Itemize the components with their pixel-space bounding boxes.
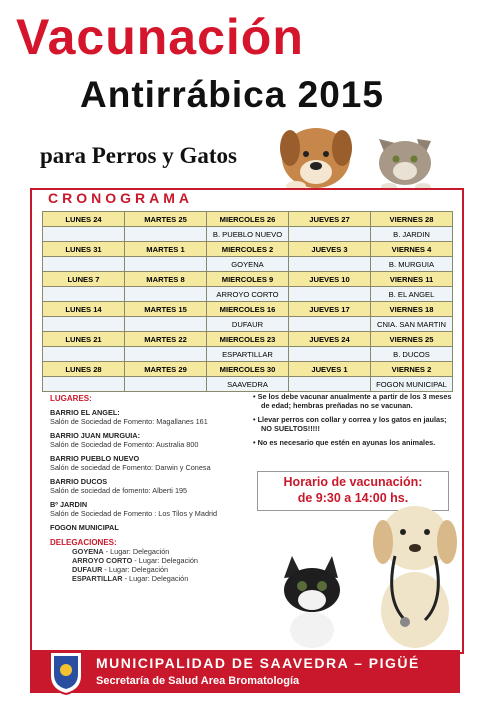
schedule-place-cell: ARROYO CORTO bbox=[207, 287, 289, 302]
schedule-place-row bbox=[43, 257, 453, 272]
schedule-place-cell: B. PUEBLO NUEVO bbox=[207, 227, 289, 242]
lugar-name: BARRIO DUCOS bbox=[50, 477, 108, 486]
lugar-name: FOGON MUNICIPAL bbox=[50, 523, 119, 532]
lugar-place: Salón de Sociedad de Fomento: Magallanes 161 bbox=[50, 417, 208, 426]
delegacion-name: DUFAUR bbox=[72, 565, 103, 574]
lugar-item bbox=[50, 431, 250, 449]
schedule-day-cell: MARTES 22 bbox=[125, 332, 207, 347]
municipal-shield-icon bbox=[46, 648, 86, 696]
lugar-place: Salón de sociedad de Fomento: Darwin y Conesa bbox=[50, 463, 211, 472]
schedule-day-row bbox=[43, 362, 453, 377]
delegacion-name: ARROYO CORTO bbox=[72, 556, 133, 565]
schedule-day-cell: JUEVES 10 bbox=[289, 272, 371, 287]
schedule-day-row bbox=[43, 212, 453, 227]
schedule-place-cell bbox=[289, 227, 371, 242]
schedule-day-row bbox=[43, 272, 453, 287]
lugar-item bbox=[50, 523, 250, 532]
schedule-place-cell bbox=[125, 287, 207, 302]
schedule-place-cell: B. MURGUIA bbox=[371, 257, 453, 272]
schedule-day-cell: MARTES 15 bbox=[125, 302, 207, 317]
schedule-place-cell: SAAVEDRA bbox=[207, 377, 289, 392]
schedule-place-cell bbox=[125, 347, 207, 362]
lugares-heading: LUGARES: bbox=[50, 394, 92, 403]
schedule-place-cell bbox=[289, 317, 371, 332]
schedule-day-cell: LUNES 24 bbox=[43, 212, 125, 227]
schedule-day-cell: JUEVES 3 bbox=[289, 242, 371, 257]
notes-section bbox=[253, 392, 458, 452]
delegaciones-heading: DELEGACIONES: bbox=[50, 538, 117, 547]
schedule-day-cell: MARTES 1 bbox=[125, 242, 207, 257]
schedule-day-cell: LUNES 21 bbox=[43, 332, 125, 347]
lugar-item bbox=[50, 477, 250, 495]
lugar-name: BARRIO EL ANGEL: bbox=[50, 408, 120, 417]
schedule-day-cell: MIERCOLES 26 bbox=[207, 212, 289, 227]
schedule-day-cell: JUEVES 1 bbox=[289, 362, 371, 377]
puppy-stethoscope-image bbox=[365, 500, 460, 650]
schedule-place-cell bbox=[289, 287, 371, 302]
schedule-day-row bbox=[43, 332, 453, 347]
lugar-place: Salón de Sociedad de Fomento: Australia 800 bbox=[50, 440, 199, 449]
delegacion-place: - Lugar: Delegación bbox=[122, 574, 189, 583]
lugar-place: Salón de sociedad de fomento: Alberti 195 bbox=[50, 486, 188, 495]
delegacion-place: - Lugar: Delegación bbox=[103, 547, 170, 556]
schedule-day-cell: JUEVES 24 bbox=[289, 332, 371, 347]
schedule-day-cell: MIERCOLES 9 bbox=[207, 272, 289, 287]
schedule-place-row bbox=[43, 227, 453, 242]
subtitle: para Perros y Gatos bbox=[40, 143, 237, 168]
schedule-place-cell bbox=[289, 347, 371, 362]
hours-label: Horario de vacunación: bbox=[283, 475, 423, 489]
schedule-place-row bbox=[43, 317, 453, 332]
hours-value: de 9:30 a 14:00 hs. bbox=[297, 491, 409, 505]
schedule-place-cell bbox=[125, 257, 207, 272]
schedule-day-cell: VIERNES 2 bbox=[371, 362, 453, 377]
schedule-place-cell bbox=[289, 257, 371, 272]
schedule-day-row bbox=[43, 242, 453, 257]
schedule-day-cell: MIERCOLES 30 bbox=[207, 362, 289, 377]
lugar-place: Salón de Sociedad de Fomento : Los Tilos y Madrid bbox=[50, 509, 218, 518]
delegacion-item bbox=[72, 565, 250, 574]
lugar-item bbox=[50, 454, 250, 472]
schedule-place-cell bbox=[43, 287, 125, 302]
secretaria-name: Secretaría de Salud Area Bromatología bbox=[96, 675, 300, 687]
cat-image bbox=[365, 125, 445, 191]
lugar-name: BARRIO JUAN MURGUIA: bbox=[50, 431, 140, 440]
schedule-place-row bbox=[43, 347, 453, 362]
schedule-day-cell: MIERCOLES 2 bbox=[207, 242, 289, 257]
schedule-day-cell: LUNES 31 bbox=[43, 242, 125, 257]
delegacion-place: - Lugar: Delegación bbox=[132, 556, 198, 565]
schedule-day-cell: MIERCOLES 23 bbox=[207, 332, 289, 347]
delegacion-name: GOYENA bbox=[72, 547, 104, 556]
dog-image bbox=[268, 118, 368, 190]
note-item: • Llevar perros con collar y correa y los gatos en jaulas; NO SUELTOS!!!!! bbox=[253, 415, 447, 433]
schedule-day-cell: LUNES 14 bbox=[43, 302, 125, 317]
schedule-place-cell bbox=[125, 377, 207, 392]
lugares-section bbox=[50, 394, 250, 583]
schedule-place-cell bbox=[43, 317, 125, 332]
schedule-place-cell: DUFAUR bbox=[207, 317, 289, 332]
schedule-place-row bbox=[43, 377, 453, 392]
delegacion-item bbox=[72, 574, 250, 583]
schedule-day-cell: VIERNES 28 bbox=[371, 212, 453, 227]
schedule-place-cell: B. JARDIN bbox=[371, 227, 453, 242]
schedule-place-cell bbox=[125, 227, 207, 242]
schedule-place-cell: ESPARTILLAR bbox=[207, 347, 289, 362]
schedule-day-row bbox=[43, 302, 453, 317]
kitten-image bbox=[272, 548, 352, 648]
schedule-place-cell bbox=[43, 377, 125, 392]
schedule-day-cell: MIERCOLES 16 bbox=[207, 302, 289, 317]
delegacion-item bbox=[72, 556, 250, 565]
schedule-day-cell: LUNES 28 bbox=[43, 362, 125, 377]
schedule-place-cell: B. EL ANGEL bbox=[371, 287, 453, 302]
note-item: • No es necesario que estén en ayunas los animales. bbox=[253, 438, 436, 447]
schedule-day-cell: JUEVES 17 bbox=[289, 302, 371, 317]
schedule-place-cell bbox=[125, 317, 207, 332]
schedule-place-cell bbox=[43, 257, 125, 272]
municipality-name: MUNICIPALIDAD DE SAAVEDRA – PIGÜÉ bbox=[96, 655, 420, 671]
schedule-day-cell: LUNES 7 bbox=[43, 272, 125, 287]
schedule-place-cell: B. DUCOS bbox=[371, 347, 453, 362]
schedule-day-cell: VIERNES 25 bbox=[371, 332, 453, 347]
schedule-place-cell bbox=[289, 377, 371, 392]
schedule-place-row bbox=[43, 287, 453, 302]
schedule-place-cell: CNIA. SAN MARTIN bbox=[371, 317, 453, 332]
schedule-day-cell: VIERNES 18 bbox=[371, 302, 453, 317]
schedule-place-cell: GOYENA bbox=[207, 257, 289, 272]
title-antirrabica: Antirrábica 2015 bbox=[80, 74, 384, 115]
schedule-day-cell: MARTES 29 bbox=[125, 362, 207, 377]
schedule-place-cell: FOGON MUNICIPAL bbox=[371, 377, 453, 392]
delegacion-name: ESPARTILLAR bbox=[72, 574, 123, 583]
schedule-day-cell: JUEVES 27 bbox=[289, 212, 371, 227]
lugar-item bbox=[50, 408, 250, 426]
lugar-name: BARRIO PUEBLO NUEVO bbox=[50, 454, 140, 463]
lugar-name: Bº JARDIN bbox=[50, 500, 88, 509]
schedule-day-cell: MARTES 8 bbox=[125, 272, 207, 287]
schedule-day-cell: VIERNES 11 bbox=[371, 272, 453, 287]
schedule-place-cell bbox=[43, 347, 125, 362]
note-item: • Se los debe vacunar anualmente a partir de los 3 meses de edad; hembras preñadas no se vacunan. bbox=[253, 392, 452, 410]
schedule-day-cell: MARTES 25 bbox=[125, 212, 207, 227]
schedule-table bbox=[42, 211, 453, 392]
title-vacunacion: Vacunación bbox=[16, 9, 304, 65]
schedule-day-cell: VIERNES 4 bbox=[371, 242, 453, 257]
delegacion-place: - Lugar: Delegación bbox=[102, 565, 169, 574]
schedule-heading: CRONOGRAMA bbox=[44, 190, 197, 206]
lugar-item bbox=[50, 500, 250, 518]
schedule-place-cell bbox=[43, 227, 125, 242]
delegacion-item bbox=[72, 547, 250, 556]
